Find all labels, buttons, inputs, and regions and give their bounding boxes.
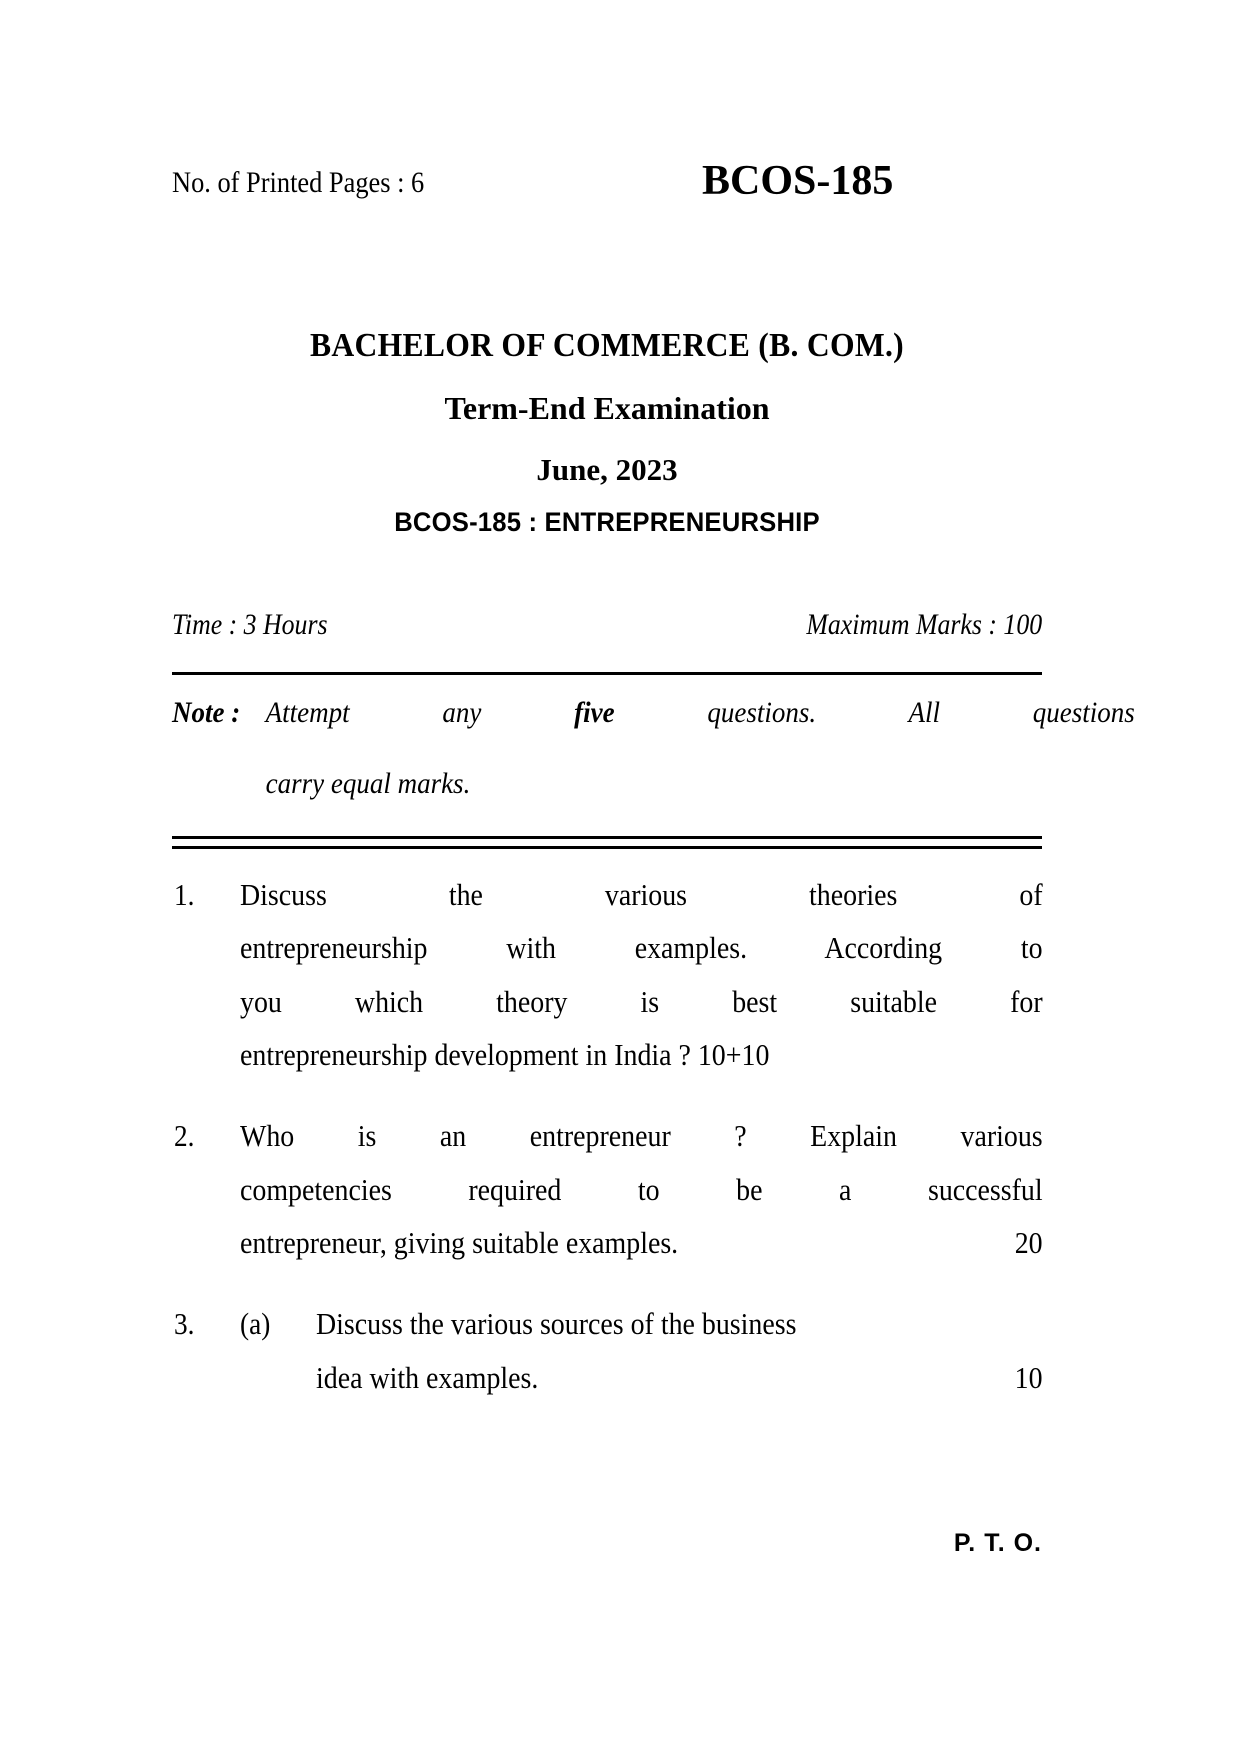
page-content	[172, 0, 1135, 1754]
page-turn-over-label: P. T. O.	[953, 1529, 1042, 1557]
question-1-line-1: Discuss the various theories of	[240, 877, 1043, 912]
printed-pages-label: No. of Printed Pages : 6	[172, 166, 425, 199]
question-3-part-a-marks: 10	[1014, 1359, 1043, 1395]
subject-title: BCOS-185 : ENTREPRENEURSHIP	[394, 507, 820, 538]
note-block	[172, 696, 1135, 800]
question-3	[172, 1297, 1042, 1404]
exam-duration: Time : 3 Hours	[172, 608, 328, 641]
note-label: Note :	[172, 696, 241, 729]
question-2	[172, 1109, 1042, 1269]
question-1	[172, 868, 1042, 1081]
question-3-number: 3.	[174, 1306, 195, 1342]
note-line-2: carry equal marks.	[265, 767, 471, 800]
note-word-five: five	[574, 696, 615, 729]
exam-session: June, 2023	[536, 451, 678, 487]
note-word-attempt: Attempt	[265, 696, 350, 729]
programme-title: BACHELOR OF COMMERCE (B. COM.)	[310, 327, 904, 364]
note-line-1	[172, 698, 1135, 728]
question-2-line-1: Who is an entrepreneur ? Explain various	[240, 1118, 1043, 1154]
question-2-line-3	[240, 1216, 1043, 1269]
note-word-any: any	[442, 696, 482, 729]
course-code-label: BCOS-185	[702, 158, 894, 204]
question-1-line-2: entrepreneurship with examples. According to	[240, 930, 1043, 966]
note-word-questions-2: questions	[1032, 696, 1135, 729]
question-3-part-a-line-2	[316, 1351, 1043, 1404]
question-3-part-a	[240, 1297, 1042, 1404]
question-1-line-3: you which theory is best suitable for	[240, 983, 1043, 1019]
exam-meta-row	[172, 608, 1042, 648]
exam-type-title: Term-End Examination	[444, 390, 770, 427]
question-2-line-3-text: entrepreneur, giving suitable examples.	[240, 1224, 679, 1260]
note-word-all: All	[908, 696, 940, 729]
note-word-questions: questions.	[707, 696, 817, 729]
question-1-line-4: entrepreneurship development in India ? 10+10	[240, 1036, 770, 1072]
question-3-part-a-line-2-text: idea with examples.	[316, 1359, 539, 1395]
question-2-number: 2.	[174, 1118, 195, 1154]
question-2-line-2: competencies required to be a successful	[240, 1171, 1043, 1207]
page-header	[172, 160, 1042, 220]
title-block	[172, 325, 1042, 538]
rule-below-note	[172, 836, 1042, 849]
question-1-number: 1.	[174, 877, 195, 912]
rule-above-note	[172, 672, 1042, 675]
question-3-part-a-label: (a)	[240, 1306, 271, 1342]
question-3-part-a-line-1: Discuss the various sources of the business	[316, 1306, 797, 1342]
exam-max-marks: Maximum Marks : 100	[806, 608, 1042, 641]
question-2-marks: 20	[1014, 1224, 1043, 1260]
questions-list	[172, 868, 1042, 1432]
